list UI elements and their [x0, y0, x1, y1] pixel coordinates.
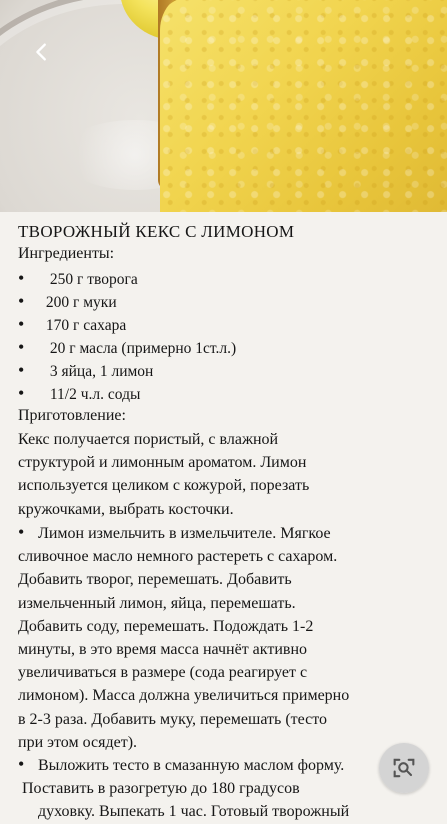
chevron-left-icon [31, 41, 53, 63]
text-line: сливочное масло немного растереть с сахаром. [18, 548, 338, 566]
step-2 [18, 753, 438, 824]
ingredient-item [18, 384, 140, 404]
text-line: структурой и лимонным ароматом. Лимон [18, 454, 307, 472]
ingredient-text: 200 г муки [45, 294, 117, 311]
recipe-content [0, 212, 447, 821]
recipe-title: ТВОРОЖНЫЙ КЕКС С ЛИМОНОМ [18, 222, 295, 241]
ingredient-text: 170 г сахара [45, 317, 127, 334]
bullet: • [18, 337, 25, 357]
ingredients-heading: Ингредиенты: [18, 245, 115, 262]
text-line [18, 753, 438, 777]
recipe-photo [0, 0, 447, 212]
bullet: • [18, 360, 25, 380]
ingredient-item [18, 292, 117, 312]
bullet: • [18, 268, 25, 288]
text-line [18, 521, 438, 545]
intro-paragraph [18, 428, 438, 521]
preparation-heading: Приготовление: [18, 407, 126, 424]
bullet: • [18, 754, 25, 774]
text-line: лимоном). Масса должна увеличиться примерно [18, 687, 350, 705]
text-line: минуты, в это время масса начнёт активно [18, 641, 308, 659]
text-line-content: Выложить тесто в смазанную маслом форму. [38, 757, 345, 774]
text-line-content: Лимон измельчить в измельчителе. Мягкое [38, 525, 331, 542]
bullet: • [18, 314, 25, 334]
text-line: измельченный лимон, яйца, перемешать. [18, 594, 296, 612]
text-line: в 2-3 раза. Добавить муку, перемешать (тесто [18, 710, 328, 728]
back-button[interactable] [24, 34, 60, 70]
cake-slice [160, 0, 447, 212]
text-line: Добавить творог, перемешать. Добавить [18, 571, 292, 589]
ingredient-text: 250 г творога [49, 271, 138, 288]
ingredient-text: 11/2 ч.л. соды [49, 386, 141, 403]
text-line: при этом осядет). [18, 733, 138, 751]
ingredient-text: 3 яйца, 1 лимон [49, 363, 154, 380]
text-line: кружочками, выбрать косточки. [18, 500, 234, 518]
step-1 [18, 521, 438, 754]
bullet: • [18, 291, 25, 311]
text-line: используется целиком с кожурой, порезать [18, 477, 310, 495]
ingredient-text: 20 г масла (примерно 1ст.л.) [49, 340, 237, 357]
text-line: духовку. Выпекать 1 час. Готовый творожный [38, 803, 350, 821]
ingredient-item [18, 338, 236, 358]
text-line: Поставить в разогретую до 180 градусов [22, 780, 300, 798]
text-line: Кекс получается пористый, с влажной [18, 431, 279, 448]
bullet: • [18, 383, 25, 403]
visual-search-icon [390, 754, 418, 782]
text-line: Добавить соду, перемешать. Подождать 1-2 [18, 617, 314, 635]
ingredient-item [18, 361, 153, 381]
text-line: увеличиваться в размере (сода реагирует с [18, 664, 308, 682]
ingredient-item [18, 315, 126, 335]
bullet: • [18, 522, 25, 542]
ingredient-item [18, 269, 138, 289]
visual-search-button[interactable] [379, 743, 429, 793]
